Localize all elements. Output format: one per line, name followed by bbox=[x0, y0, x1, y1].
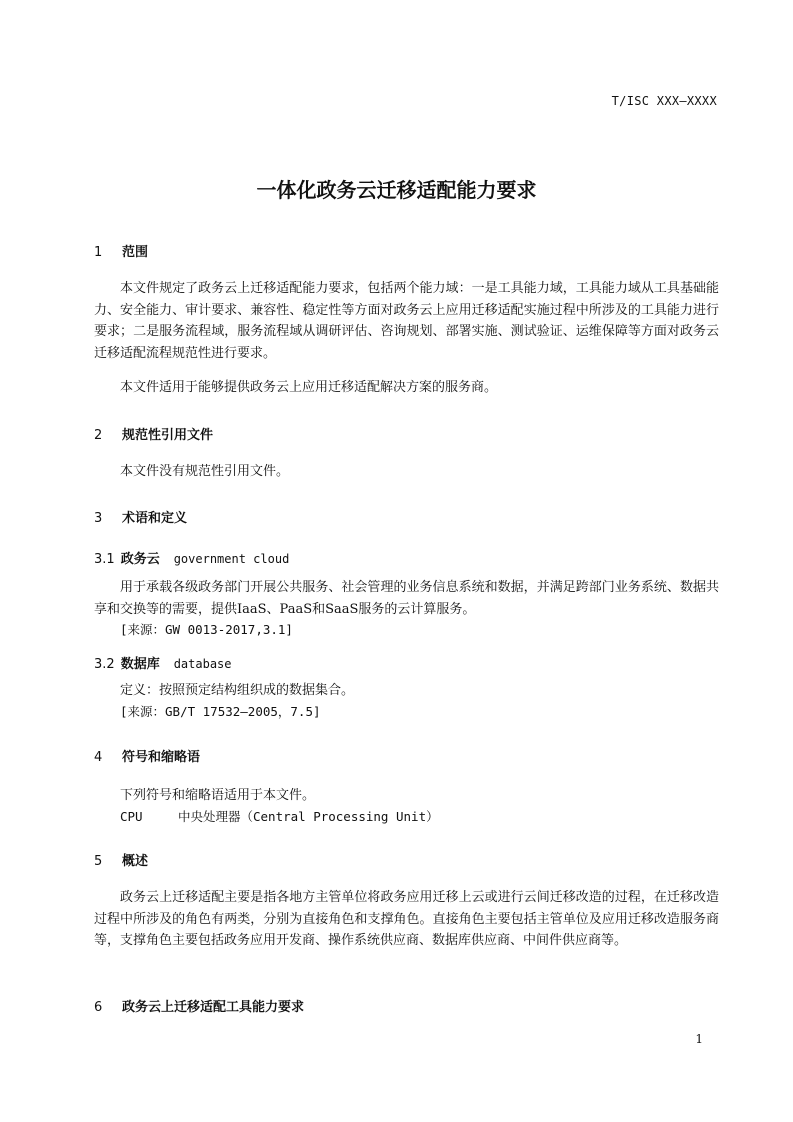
section-number: 1 bbox=[94, 245, 103, 260]
section-heading-6 bbox=[94, 996, 304, 1015]
section-number: 2 bbox=[94, 428, 103, 443]
section-number: 6 bbox=[94, 1000, 103, 1015]
section-title: 符号和缩略语 bbox=[122, 750, 201, 765]
term-definition-government-cloud: 用于承载各级政务部门开展公共服务、社会管理的业务信息系统和数据，并满足跨部门业务系统、数据共享和交换等的需要，提供IaaS、PaaS和SaaS服务的云计算服务。 bbox=[94, 580, 719, 617]
term-heading-database bbox=[94, 653, 232, 672]
document-title: 一体化政务云迁移适配能力要求 bbox=[256, 178, 537, 202]
term-en: government cloud bbox=[173, 552, 290, 566]
term-definition-database: 定义：按照预定结构组织成的数据集合。 bbox=[120, 683, 355, 698]
abbreviations-intro: 下列符号和缩略语适用于本文件。 bbox=[120, 788, 316, 803]
abbreviation-code: CPU bbox=[120, 809, 143, 824]
term-number: 3.1 bbox=[94, 552, 115, 567]
section-title: 规范性引用文件 bbox=[122, 428, 214, 443]
applicability-paragraph: 本文件适用于能够提供政务云上应用迁移适配解决方案的服务商。 bbox=[120, 380, 498, 395]
section-heading-1 bbox=[94, 241, 148, 260]
section-heading-5 bbox=[94, 850, 148, 869]
section-number: 4 bbox=[94, 750, 103, 765]
term-en: database bbox=[173, 657, 232, 671]
section-heading-3 bbox=[94, 507, 187, 526]
term-zh: 数据库 bbox=[120, 657, 160, 672]
abbreviation-row bbox=[120, 806, 439, 828]
section-heading-4 bbox=[94, 746, 200, 765]
section-title: 范围 bbox=[122, 245, 149, 260]
overview-paragraph: 政务云上迁移适配主要是指各地方主管单位将政务应用迁移上云或进行云间迁移改造的过程，在迁移改造过程中所涉及的角色有两类，分别为直接角色和支撑角色。直接角色主要包括主管单位及应用迁移改造服务商等，支撑角色主要包括政务应用开发商、操作系统供应商、数据库供应商、中间件供应商等。 bbox=[94, 890, 719, 948]
section-title: 政务云上迁移适配工具能力要求 bbox=[122, 1000, 305, 1015]
term-source-database: [来源：GB/T 17532—2005，7.5] bbox=[120, 704, 321, 719]
section-number: 3 bbox=[94, 511, 103, 526]
section-title: 概述 bbox=[122, 854, 149, 869]
term-source-government-cloud: [来源：GW 0013-2017,3.1] bbox=[120, 622, 293, 637]
abbreviation-description: 中央处理器（Central Processing Unit） bbox=[178, 809, 439, 824]
page-number: 1 bbox=[695, 1032, 703, 1046]
section-title: 术语和定义 bbox=[122, 511, 188, 526]
term-zh: 政务云 bbox=[120, 552, 160, 567]
term-number: 3.2 bbox=[94, 657, 115, 672]
section-number: 5 bbox=[94, 854, 103, 869]
term-heading-government-cloud bbox=[94, 548, 289, 567]
section-heading-2 bbox=[94, 424, 213, 443]
document-code: T/ISC XXX—XXXX bbox=[611, 94, 717, 108]
normative-references-paragraph: 本文件没有规范性引用文件。 bbox=[120, 464, 290, 479]
scope-paragraph: 本文件规定了政务云上迁移适配能力要求，包括两个能力域：一是工具能力域，工具能力域从工具基础能力、安全能力、审计要求、兼容性、稳定性等方面对政务云上应用迁移适配实施过程中所涉及的工具能力进行要求；二是服务流程域，服务流程域从调研评估、咨询规划、部署实施、测试验证、运维保障等方面对政务云迁移适配流程规范性进行要求。 bbox=[94, 281, 719, 361]
